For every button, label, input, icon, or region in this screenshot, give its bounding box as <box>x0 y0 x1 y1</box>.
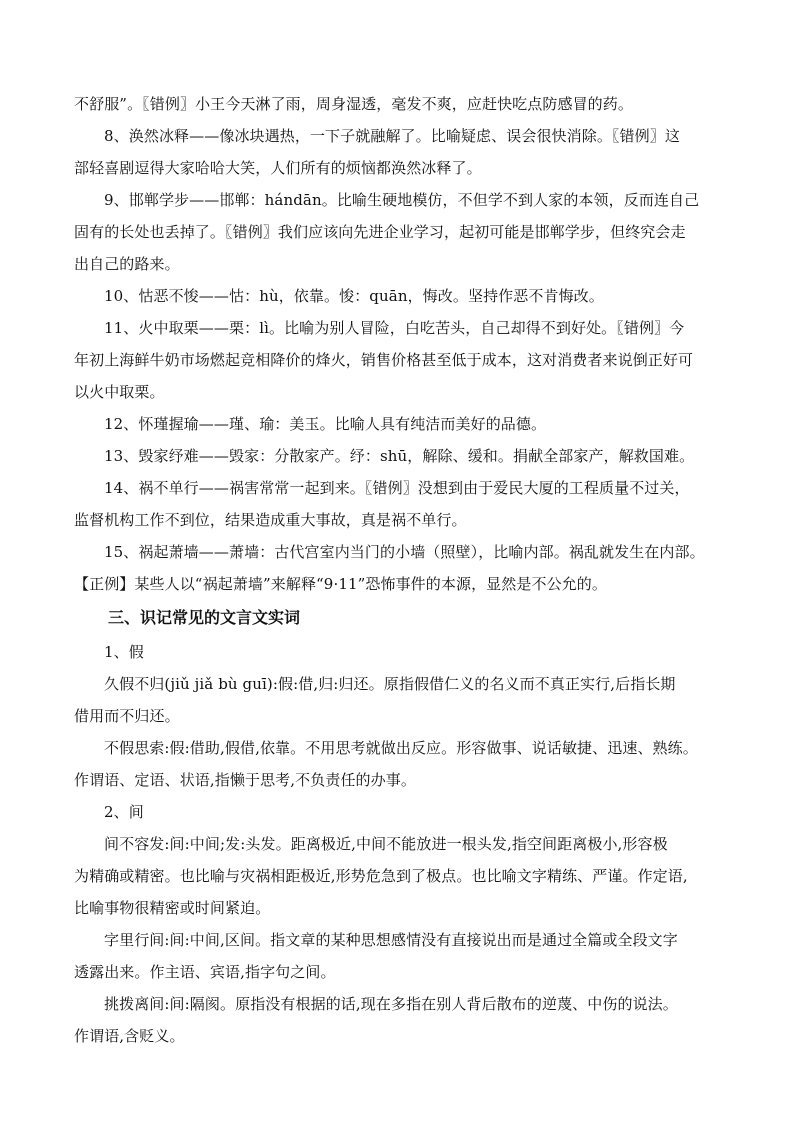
entry-line: 作谓语,含贬义。 <box>74 1027 185 1045</box>
idiom-entry-14: 14、祸不单行——祸害常常一起到来。〖错例〗没想到由于爱民大厦的工程质量不过关， <box>104 479 690 497</box>
entry-line: 挑拨离间:间:隔阂。原指没有根据的话,现在多指在别人背后散布的逆蔑、中伤的说法。 <box>104 995 678 1013</box>
section-heading: 三、识记常见的文言文实词 <box>108 608 301 627</box>
text-line: 固有的长处也丢掉了。〖错例〗我们应该向先进企业学习，起初可能是邯郸学步，但终究会走 <box>74 223 686 241</box>
idiom-entry-9: 9、邯郸学步——邯郸：hándān。比喻生硬地模仿，不但学不到人家的本领，反而连自己 <box>104 191 700 209</box>
subheading-jian: 2、间 <box>104 803 144 821</box>
text-line: 监督机构工作不到位，结果造成重大事故，真是祸不单行。 <box>74 511 467 529</box>
subheading-jia: 1、假 <box>104 643 144 661</box>
idiom-entry-15: 15、祸起萧墙——萧墙：古代宫室内当门的小墙（照壁），比喻内部。祸乱就发生在内部。 <box>104 543 705 561</box>
idiom-entry-13: 13、毁家纾难——毁家：分散家产。纾：shū，解除、缓和。捐献全部家产，解救国难。 <box>104 447 695 465</box>
document-body <box>74 88 736 1052</box>
entry-line: 为精确或精密。也比喻与灾祸相距极近,形势危急到了极点。也比喻文字精练、严谨。作定语, <box>74 867 688 885</box>
idiom-entry-12: 12、怀瑾握瑜——瑾、瑜：美玉。比喻人具有纯洁而美好的品德。 <box>104 415 547 433</box>
text-line: 出自己的路来。 <box>74 255 180 273</box>
text-line: 【正例】某些人以“祸起萧墙”来解释“9·11”恐怖事件的本源，显然是不公允的。 <box>74 575 607 593</box>
text-line: 部轻喜剧逗得大家哈哈大笑，人们所有的烦恼都涣然冰释了。 <box>74 159 482 177</box>
entry-line: 不假思索:假:借助,假借,依靠。不用思考就做出反应。形容做事、说话敏捷、迅速、熟练。 <box>104 739 698 757</box>
entry-line: 借用而不归还。 <box>74 707 180 725</box>
entry-line: 间不容发:间:中间;发:头发。距离极近,中间不能放进一根头发,指空间距离极小,形容极 <box>104 835 668 853</box>
entry-line: 字里行间:间:中间,区间。指文章的某种思想感情没有直接说出而是通过全篇或全段文字 <box>104 931 678 949</box>
idiom-entry-8: 8、涣然冰释——像冰块遇热，一下子就融解了。比喻疑虑、误会很快消除。〖错例〗这 <box>104 127 680 145</box>
entry-line: 久假不归(jiǔ jiǎ bù guī):假:借,归:归还。原指假借仁义的名义而不真正实行,后指长期 <box>104 675 676 693</box>
idiom-entry-10: 10、怙恶不悛——怙：hù，依靠。悛：quān，悔改。坚持作恶不肯悔改。 <box>104 287 604 305</box>
text-line: 以火中取栗。 <box>74 383 165 401</box>
idiom-entry-11: 11、火中取栗——栗：lì。比喻为别人冒险，白吃苦头，自己却得不到好处。〖错例〗今 <box>104 319 685 337</box>
entry-line: 透露出来。作主语、宾语,指字句之间。 <box>74 963 336 981</box>
text-line: 不舒服”。〖错例〗小王今天淋了雨，周身湿透，毫发不爽，应赶快吃点防感冒的药。 <box>74 95 633 113</box>
entry-line: 比喻事物很精密或时间紧迫。 <box>74 899 271 917</box>
entry-line: 作谓语、定语、状语,指懒于思考,不负责任的办事。 <box>74 771 416 789</box>
text-line: 年初上海鲜牛奶市场燃起竞相降价的烽火，销售价格甚至低于成本，这对消费者来说倒正好可 <box>74 351 694 369</box>
